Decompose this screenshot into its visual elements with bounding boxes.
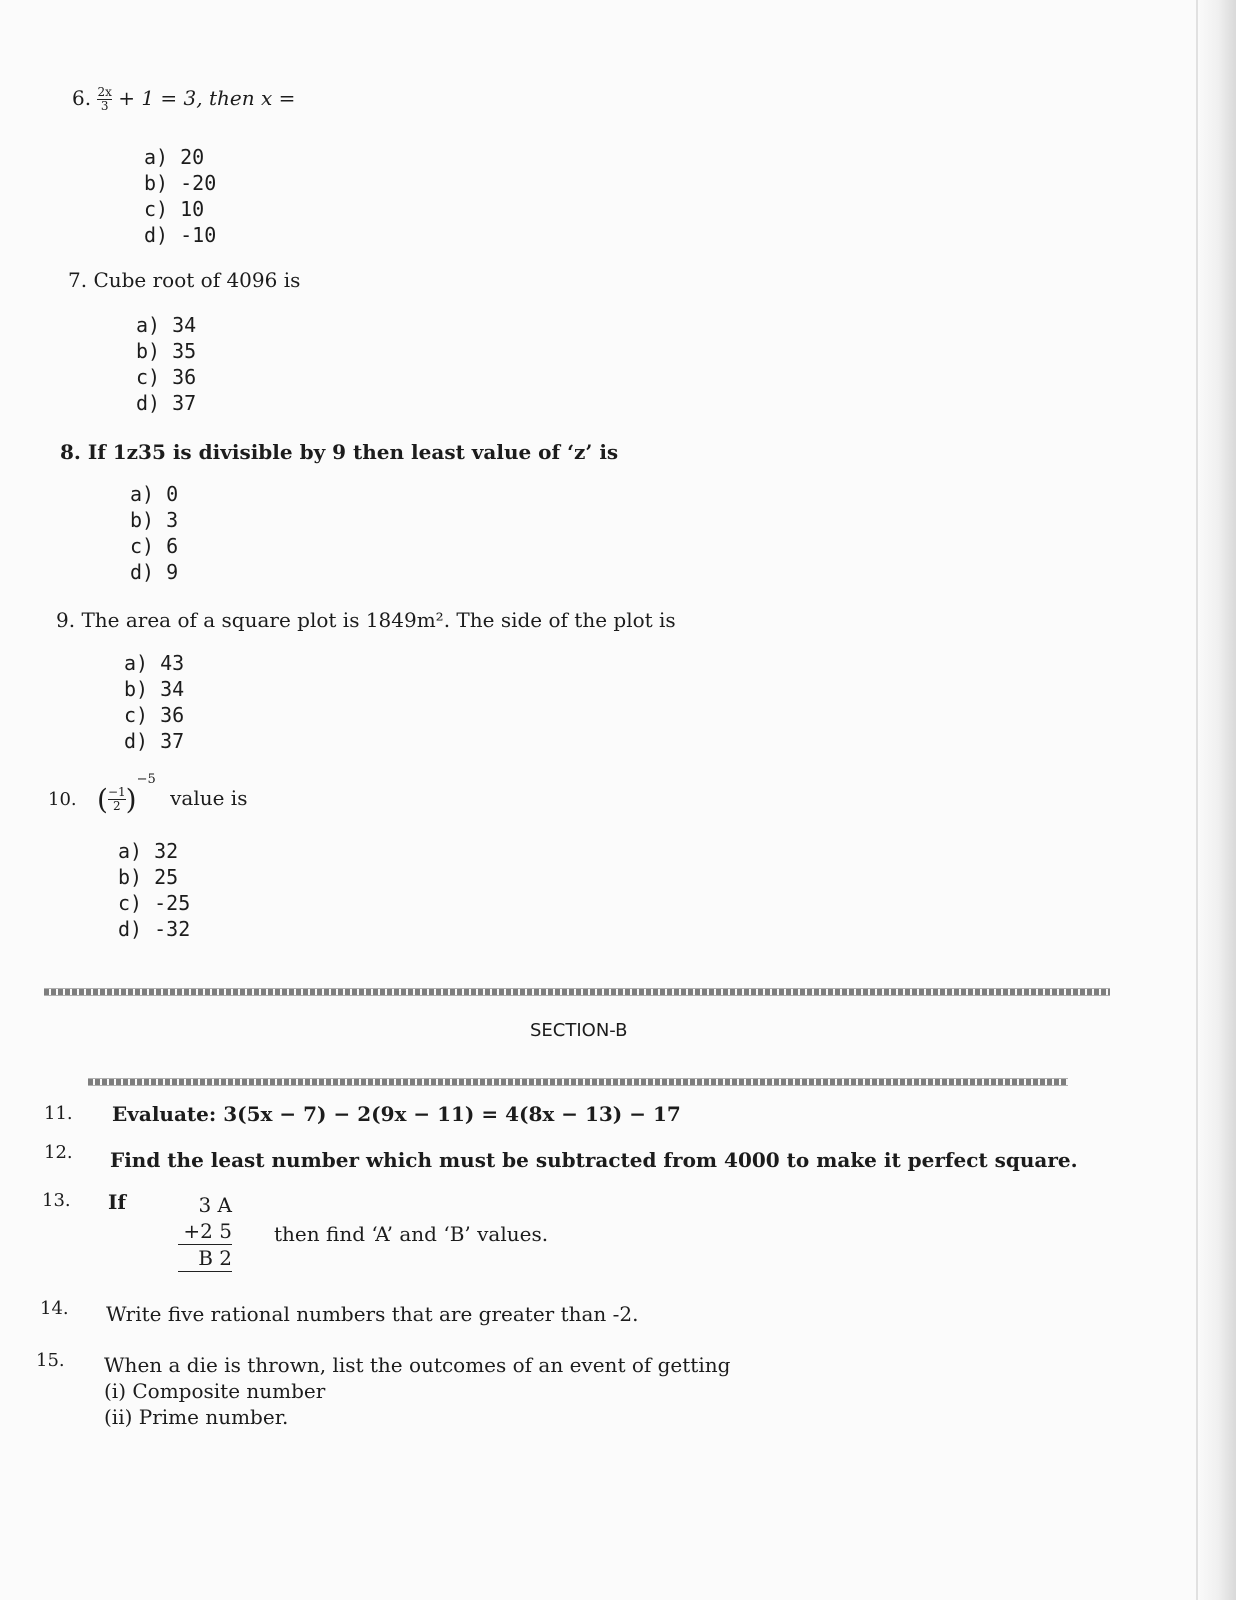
- exponent: −5: [136, 772, 156, 787]
- fraction-denominator: 3: [97, 99, 111, 113]
- sum: B 2: [178, 1245, 232, 1272]
- question-15-number: 15.: [36, 1350, 65, 1371]
- options-q8: [130, 481, 178, 585]
- option-a: a) 32: [118, 839, 179, 863]
- option-a: a) 20: [144, 145, 205, 169]
- question-11: [44, 1100, 73, 1124]
- option-d: d) 37: [124, 729, 185, 753]
- option-c: c) 36: [136, 365, 197, 389]
- fraction: [97, 86, 111, 113]
- question-10: [48, 772, 247, 816]
- option-b: b) 34: [124, 677, 185, 701]
- question-11-text: Evaluate: 3(5x − 7) − 2(9x − 11) = 4(8x − 13) − 17: [112, 1102, 681, 1126]
- equation-text: + 1 = 3, then x =: [118, 86, 296, 110]
- section-divider-bottom: [88, 1078, 1068, 1086]
- options-q6: [144, 144, 216, 248]
- question-12-text: Find the least number which must be subtracted from 4000 to make it perfect square.: [110, 1148, 1078, 1172]
- question-12-number: 12.: [44, 1142, 73, 1163]
- question-7: 7. Cube root of 4096 is: [68, 268, 301, 292]
- option-a: a) 43: [124, 651, 185, 675]
- option-c: c) 10: [144, 197, 205, 221]
- close-paren: ): [125, 783, 137, 816]
- option-b: b) 35: [136, 339, 197, 363]
- section-divider-top: [44, 988, 1110, 996]
- question-8: 8. If 1z35 is divisible by 9 then least value of ‘z’ is: [60, 440, 619, 464]
- option-b: b) 3: [130, 508, 179, 532]
- question-14-number: 14.: [40, 1298, 69, 1319]
- question-15-part-ii: (ii) Prime number.: [104, 1405, 289, 1429]
- options-q10: [118, 838, 190, 942]
- options-q9: [124, 650, 184, 754]
- open-paren: (: [97, 783, 108, 816]
- question-6: [72, 86, 295, 113]
- question-number: 11.: [44, 1103, 73, 1124]
- option-d: d) 37: [136, 391, 197, 415]
- fraction-numerator: −1: [107, 785, 126, 799]
- fraction-numerator: 2x: [97, 85, 112, 99]
- question-9: 9. The area of a square plot is 1849m². The side of the plot is: [56, 608, 676, 632]
- question-13-number: 13.: [42, 1190, 71, 1211]
- addend-1: 3 A: [198, 1193, 232, 1217]
- option-d: d) 9: [130, 560, 179, 584]
- question-number: 6.: [72, 86, 92, 110]
- question-15-part-i: (i) Composite number: [104, 1379, 326, 1403]
- option-c: c) 6: [130, 534, 179, 558]
- option-b: b) -20: [144, 171, 217, 195]
- page-edge-shadow: [1196, 0, 1236, 1600]
- fraction-denominator: 2: [108, 799, 126, 813]
- question-14-text: Write five rational numbers that are greater than -2.: [106, 1302, 639, 1326]
- addition-problem: [178, 1192, 232, 1272]
- question-text: value is: [170, 786, 248, 810]
- option-d: d) -10: [144, 223, 217, 247]
- addend-2: +2 5: [178, 1218, 232, 1245]
- option-d: d) -32: [118, 917, 191, 941]
- question-13-label: If: [108, 1190, 126, 1214]
- question-number: 10.: [48, 789, 77, 810]
- question-15: [104, 1352, 730, 1430]
- option-a: a) 0: [130, 482, 179, 506]
- question-15-text: When a die is thrown, list the outcomes of an event of getting: [104, 1353, 731, 1377]
- page-fold-line: [1196, 0, 1198, 1600]
- section-title: SECTION-B: [530, 1020, 628, 1041]
- question-13-text: then find ‘A’ and ‘B’ values.: [274, 1222, 549, 1246]
- option-a: a) 34: [136, 313, 197, 337]
- option-b: b) 25: [118, 865, 179, 889]
- fraction: [108, 786, 126, 813]
- options-q7: [136, 312, 196, 416]
- option-c: c) 36: [124, 703, 185, 727]
- option-c: c) -25: [118, 891, 191, 915]
